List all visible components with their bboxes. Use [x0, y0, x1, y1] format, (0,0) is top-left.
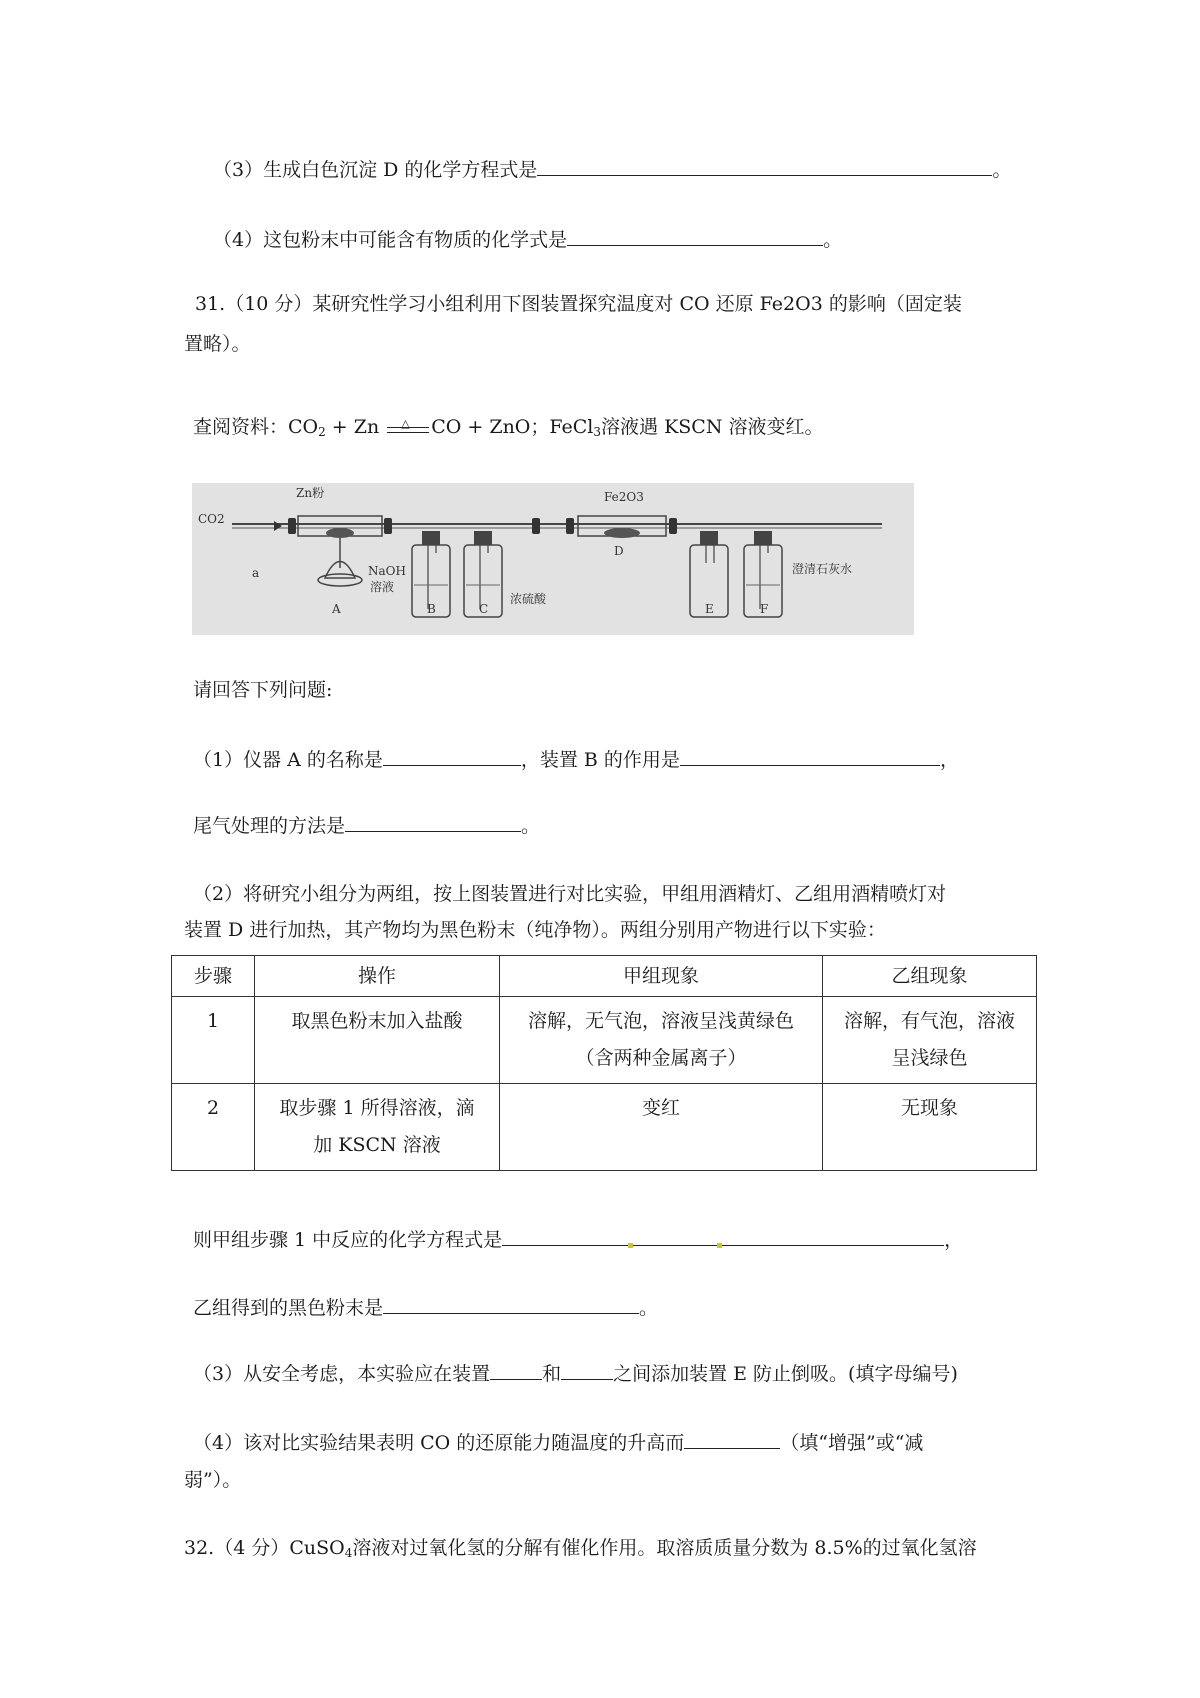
- q31-part1-c: ，: [939, 749, 959, 771]
- cell-text: 溶解，有气泡，溶液: [843, 1010, 1015, 1032]
- cell-group-b: [823, 997, 1037, 1084]
- q30-part3-suffix: 。: [992, 159, 1012, 181]
- answer-blank[interactable]: [684, 1428, 780, 1449]
- answer-blank[interactable]: [722, 1225, 944, 1246]
- cell-step: 2: [172, 1084, 255, 1171]
- q30-part4-suffix: 。: [823, 229, 843, 251]
- answer-blank[interactable]: [537, 155, 992, 176]
- apparatus-diagram: [192, 483, 914, 635]
- answer-blank[interactable]: [680, 745, 940, 766]
- apparatus-figure: [192, 483, 914, 635]
- q31-part1-a: （1）仪器 A 的名称是: [193, 749, 383, 771]
- q30-part4: [213, 225, 842, 253]
- q31-part2-line2: 装置 D 进行加热，其产物均为黑色粉末（纯净物）。两组分别用产物进行以下实验：: [184, 919, 886, 941]
- q31-part2-after1-a: 则甲组步骤 1 中反应的化学方程式是: [193, 1229, 503, 1251]
- q32-text: 溶液对过氧化氢的分解有催化作用。取溶质质量分数为 8.5%的过氧化氢溶: [352, 1537, 977, 1559]
- q31-part3-b: 和: [542, 1363, 562, 1385]
- cell-text: 加 KSCN 溶液: [313, 1134, 441, 1156]
- cell-text: 无现象: [900, 1097, 958, 1119]
- q31-part4-b: （填“增强”或“减: [780, 1432, 924, 1454]
- ref-tail: 溶液遇 KSCN 溶液变红。: [601, 416, 824, 438]
- q31-part3: [193, 1359, 958, 1387]
- answer-blank[interactable]: [633, 1225, 717, 1246]
- experiment-table: [171, 955, 1037, 1171]
- cell-group-a: [500, 1084, 823, 1171]
- label-fe2o3: Fe2O3: [604, 490, 644, 504]
- q31-part2-after2-b: 。: [639, 1297, 659, 1319]
- label-C: C: [479, 602, 489, 616]
- ref-after: CO + ZnO；FeCl: [431, 416, 594, 438]
- q31-intro-line2: 置略）。: [184, 333, 251, 355]
- heat-equals-icon: [387, 415, 429, 441]
- label-B: B: [427, 602, 436, 616]
- answer-blank[interactable]: [383, 745, 521, 766]
- reference-info: [193, 414, 823, 445]
- cell-text: 取步骤 1 所得溶液，滴: [279, 1097, 475, 1119]
- answer-blank[interactable]: [567, 225, 823, 246]
- q31-part2-after2: [193, 1293, 658, 1321]
- cell-operation: [255, 997, 500, 1084]
- q31-part3-c: 之间添加装置 E 防止倒吸。(填字母编号): [613, 1363, 958, 1385]
- label-naoh: NaOH: [368, 564, 406, 578]
- q31-part3-a: （3）从安全考虑，本实验应在装置: [193, 1363, 491, 1385]
- table-row: [172, 997, 1037, 1084]
- q31-part1-d: 尾气处理的方法是: [193, 815, 346, 837]
- q32-sub: 4: [344, 1546, 353, 1560]
- ref-prefix: 查阅资料：CO: [193, 416, 319, 438]
- col-header: 步骤: [172, 956, 255, 997]
- q32-prefix: 32.（4 分）CuSO: [184, 1537, 345, 1559]
- q31-part2-line1: （2）将研究小组分为两组，按上图装置进行对比实验，甲组用酒精灯、乙组用酒精喷灯对: [193, 883, 947, 905]
- label-naoh-solution: 溶液: [370, 580, 395, 594]
- q30-part4-text: （4）这包粉末中可能含有物质的化学式是: [213, 229, 568, 251]
- cell-step: 1: [172, 997, 255, 1084]
- q30-part3: [213, 155, 1011, 183]
- table-header-row: [172, 956, 1037, 997]
- label-A: A: [332, 602, 341, 616]
- col-header: 甲组现象: [500, 956, 823, 997]
- cell-group-b: [823, 1084, 1037, 1171]
- q31-intro-line1: 31.（10 分）某研究性学习小组利用下图装置探究温度对 CO 还原 Fe2O3 的影响（固定装: [195, 293, 962, 315]
- cell-text: 取黑色粉末加入盐酸: [291, 1010, 463, 1032]
- cell-text: 溶解，无气泡，溶液呈浅黄绿色: [527, 1010, 794, 1032]
- q30-part3-text: （3）生成白色沉淀 D 的化学方程式是: [213, 159, 538, 181]
- q31-part2-after2-a: 乙组得到的黑色粉末是: [193, 1297, 384, 1319]
- ask-line: 请回答下列问题:: [193, 679, 333, 701]
- q31-part1-line2: [193, 811, 540, 839]
- label-a: a: [252, 566, 260, 580]
- answer-blank[interactable]: [383, 1293, 639, 1314]
- cell-text: 呈浅绿色: [891, 1047, 968, 1069]
- q31-part1-b: ，装置 B 的作用是: [520, 749, 680, 771]
- label-F: F: [760, 602, 769, 616]
- q31-part4-line1: [193, 1428, 923, 1456]
- q31-part1-e: 。: [521, 815, 541, 837]
- heat-condition: △: [401, 417, 410, 430]
- label-E: E: [705, 602, 714, 616]
- q31-part4-a: （4）该对比实验结果表明 CO 的还原能力随温度的升高而: [193, 1432, 685, 1454]
- label-conc-h2so4: 浓硫酸: [510, 592, 547, 606]
- label-limewater: 澄清石灰水: [792, 562, 853, 576]
- ref-sub2: 2: [318, 425, 326, 439]
- col-header: 操作: [255, 956, 500, 997]
- label-zn: Zn粉: [296, 486, 325, 500]
- table-row: [172, 1084, 1037, 1171]
- ref-mid: + Zn: [325, 416, 386, 438]
- col-header: 乙组现象: [823, 956, 1037, 997]
- q31-part2-after1-b: ，: [944, 1229, 964, 1251]
- label-co2: CO2: [198, 512, 225, 526]
- q31-part1-line1: [193, 745, 959, 773]
- answer-blank[interactable]: [561, 1359, 613, 1380]
- cell-operation: [255, 1084, 500, 1171]
- q31-part4-line2: 弱”）。: [184, 1469, 242, 1491]
- cell-text: （含两种金属离子）: [575, 1047, 747, 1069]
- ref-sub3: 3: [593, 425, 602, 439]
- q31-part2-after1: [193, 1225, 963, 1253]
- cell-group-a: [500, 997, 823, 1084]
- answer-blank[interactable]: [490, 1359, 542, 1380]
- label-d: D: [614, 544, 624, 558]
- cell-text: 变红: [641, 1097, 680, 1119]
- answer-blank[interactable]: [502, 1225, 628, 1246]
- answer-blank[interactable]: [345, 811, 521, 832]
- q32-intro: [184, 1535, 977, 1566]
